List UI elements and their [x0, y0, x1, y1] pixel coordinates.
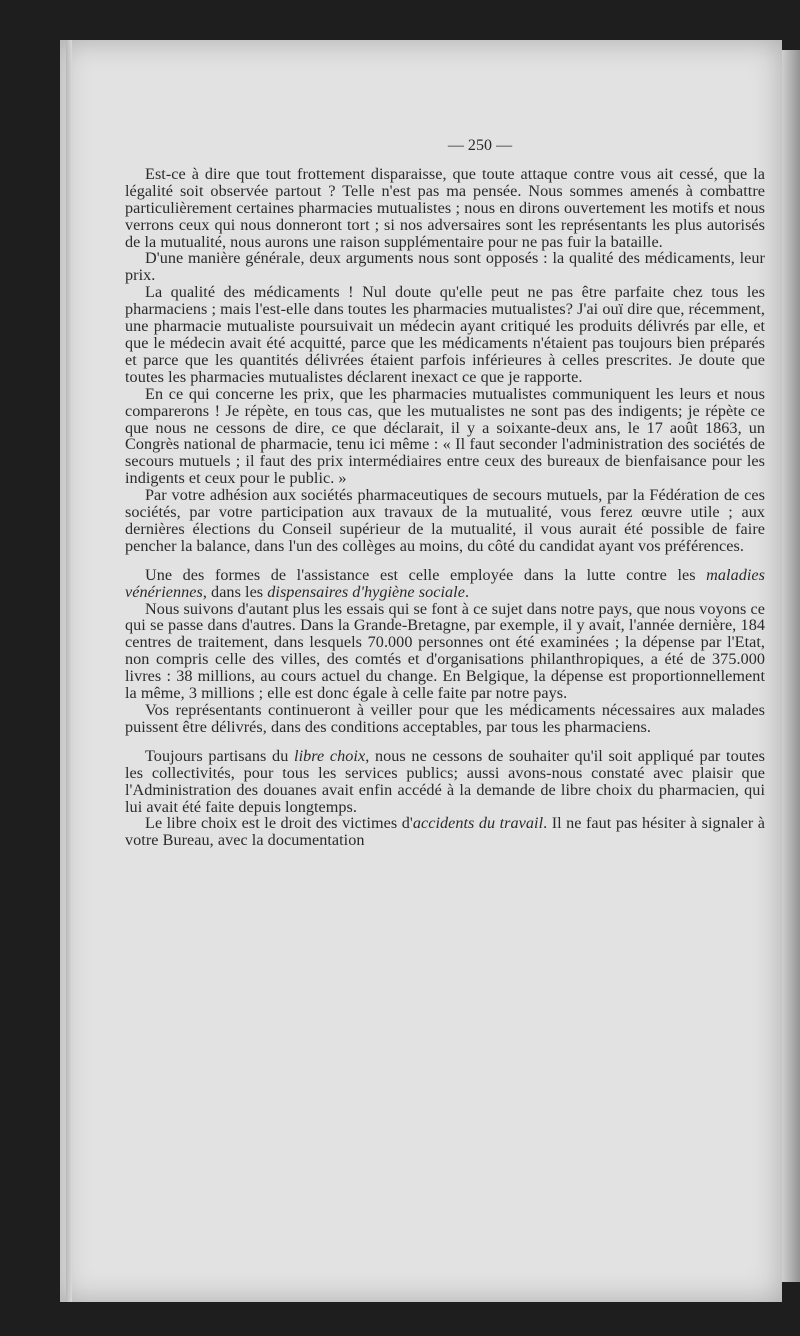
paragraph: Vos représentants continueront à veiller pour que les médicaments nécessaires aux malades puissent être délivrés, dans des conditions acceptables, par tous les pharmaciens. — [125, 701, 765, 736]
page-fore-edge — [782, 50, 800, 1282]
paragraph: Toujours partisans du libre choix, nous ne cessons de souhaiter qu'il soit appliqué par toutes les collectivités, pour tous les services publics; aussi avons-nous constaté avec plaisir que l'Administration des douanes avait enfin accédé à la demande de libre choix du pharmacien, qui lui avait été faite depuis longtemps. — [125, 746, 766, 816]
page-binding-edge — [66, 40, 72, 1302]
paragraph: Une des formes de l'assistance est celle employée dans la lutte contre les maladies vénériennes, dans les dispensaires d'hygiène sociale. — [125, 565, 765, 601]
page-text — [125, 138, 765, 849]
italic-term: libre choix — [294, 746, 366, 765]
paragraph: Le libre choix est le droit des victimes d'accidents du travail. Il ne faut pas hésiter à signaler à votre Bureau, avec la documentation — [125, 814, 765, 850]
italic-term: dispensaires d'hygiène sociale — [267, 582, 465, 601]
paragraph: Par votre adhésion aux sociétés pharmaceutiques de secours mutuels, par la Fédération de ces sociétés, par votre participation aux travaux de la mutualité, vous ferez œuvre utile ; aux dernières élections du Conseil supérieur de la mutualité, il vous aurait été possible de faire pencher la balance, dans l'un des collèges au moins, du côté du candidat ayant vos préférences. — [125, 486, 765, 555]
paragraph: Nous suivons d'autant plus les essais qui se font à ce sujet dans notre pays, que nous voyons ce qui se passe dans d'autres. Dans la Grande-Bretagne, par exemple, il y avait, l'année dernière, 184 centres de traitement, dans lesquels 70.000 personnes ont été examinées ; la dépense par l'Etat, non compris celle des villes, des comtés et d'organisations philanthropiques, a été de 375.000 livres : 38 millions, au cours actuel du change. En Belgique, la dépense est proportionnellement la même, 3 millions ; elle est donc égale à celle faite par notre pays. — [125, 599, 765, 703]
italic-term: accidents du travail — [412, 814, 544, 833]
italic-term: maladies vénériennes — [125, 565, 765, 601]
page-number: — 250 — — [447, 137, 513, 154]
paragraph: En ce qui concerne les prix, que les pharmacies mutualistes communiquent les leurs et nous comparerons ! Je répète, en tous cas, que les mutualistes ne sont pas des indigents; je répète ce que nous ne cessons de dire, ce que déclarait, il y a soixante-deux ans, le 17 août 1863, un Congrès national de pharmacie, tenu ici même : « Il faut seconder l'administration des sociétés de secours mutuels ; il faut des prix intermédiaires entre ceux des bureaux de bienfaisance pour les indigents et ceux pour le public. » — [125, 384, 765, 488]
paragraph: La qualité des médicaments ! Nul doute qu'elle peut ne pas être parfaite chez tous les pharmaciens ; mais l'est-elle dans toutes les pharmacies mutualistes? J'ai ouï dire que, récemment, une pharmacie mutualiste poursuivait un médecin ayant critiqué les produits délivrés par elle, et que le médecin avait été acquitté, parce que les médicaments n'étaient pas toujours bien préparés et parce que les quantités délivrées étaient parfois inférieures à celles prescrites. Je doute que toutes les pharmacies mutualistes déclarent inexact ce que je rapporte. — [125, 283, 765, 386]
paragraph: D'une manière générale, deux arguments nous sont opposés : la qualité des médicaments, leur prix. — [125, 249, 765, 285]
paragraph: Est-ce à dire que tout frottement disparaisse, que toute attaque contre vous ait cessé, que la légalité soit observée partout ? Telle n'est pas ma pensée. Nous sommes amenés à combattre particulièrement certaines pharmacies mutualistes ; nous en dirons ouvertement les motifs et nous verrons ceux qui nous donneront tort ; si nos adversaires sont les représentants les plus autorisés de la mutualité, nous aurons une raison supplémentaire pour ne pas fuir la bataille. — [125, 164, 765, 251]
